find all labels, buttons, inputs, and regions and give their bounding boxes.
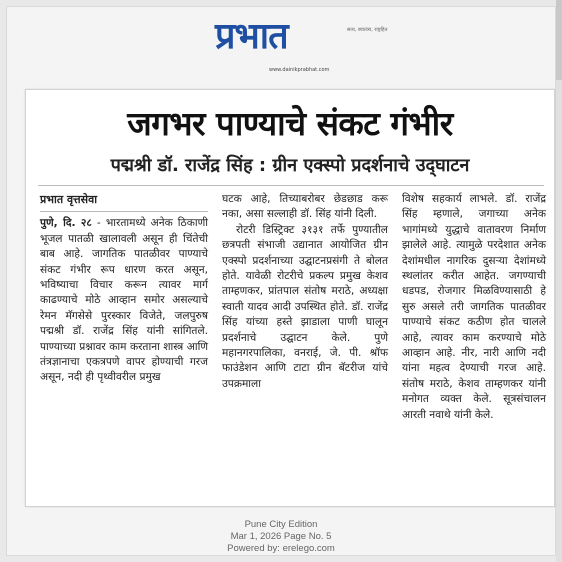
logo-url: www.dainikprabhat.com [269, 67, 330, 73]
edition-name: Pune City Edition [244, 519, 318, 530]
powered-by-link[interactable]: Powered by: erelego.com [227, 543, 335, 554]
byline-divider [40, 211, 208, 212]
scrollbar-track[interactable] [556, 0, 562, 562]
epaper-page [6, 6, 556, 556]
masthead [7, 7, 555, 87]
column-3-text: विशेष सहकार्य लाभले. डॉ. राजेंद्र सिंह म्हणाले, जगाच्या अनेक भागांमध्ये युद्धाचे वातावरण निर्माण झालेले आहे. त्यामुळे परदेशात अनेक देशांमधील नागरिक दुसऱ्या देशांमध्ये स्थलांतर करीत आहेत. जगण्याची धडपड, रोजगार मिळविण्यासाठी हे सुरु असले तरी जागतिक पातळीवर पाण्याचे संकट कठीण होत चालले आहे, त्यावर काम करण्याचे मोठे आव्हान आहे. नीर, नारी आणि नदी यांना महत्व देण्याची गरज आहे. संतोष मराठे, केशव ताम्हणकर यांनी मनोगत व्यक्त केले. सूत्रसंचालन आरती नवाथे यांनी केले. [402, 193, 546, 421]
article-clipping [25, 89, 555, 507]
edition-footer [7, 519, 555, 555]
article-column-3 [402, 192, 546, 423]
scrollbar-thumb[interactable] [556, 0, 562, 80]
column-2-paragraph-2: रोटरी डिस्ट्रिक्ट ३१३१ तर्फे पुण्यातील छत्रपती संभाजी उद्यानात आयोजित ग्रीन एक्स्पो प्रदर्शनाच्या उद्घाटनप्रसंगी ते बोलत होते. यावेळी रोटरीचे प्रकल्प प्रमुख केशव ताम्हणकर, प्रांतपाल संतोष मराठे, अध्यक्षा स्वाती यादव आदी उपस्थित होते. डॉ. राजेंद्र सिंह यांच्या हस्ते झाडाला पाणी घालून प्रदर्शनाचे उद्घाटन केले. पुणे महानगरपालिका, वनराई, जे. पी. श्रॉफ फाउंडेशन आणि टाटा ग्रीन बॅटरीज यांचे उपक्रमाला [222, 223, 388, 390]
headline-divider [38, 185, 544, 186]
article-headline: जगभर पाण्याचे संकट गंभीर [127, 104, 453, 143]
article-subheadline: पद्मश्री डॉ. राजेंद्र सिंह : ग्रीन एक्स्पो प्रदर्शनाचे उद्‌घाटन [110, 155, 470, 176]
article-column-1 [40, 192, 208, 386]
column-2-paragraph-1: घटक आहे, तिच्याबरोबर छेडछाड करू नका, असा सल्लाही डॉ. सिंह यांनी दिली. [222, 193, 388, 221]
column-1-text: - भारतामध्ये अनेक ठिकाणी भूजल पातळी खालावली असून ही चिंतेची बाब आहे. जागतिक पातळीवर पाण्याचे संकट गंभीर रूप धारण करत असून, भविष्याचा विचार करून त्यावर मार्ग काढण्याचे मोठे आव्हान समोर असल्याचे रेमन मॅगसेसे पुरस्कार विजेते, जलपुरुष पद्मश्री डॉ. राजेंद्र सिंह यांनी सांगितले. पाण्याच्या प्रश्नावर काम करताना शास्त्र आणि तंत्रज्ञानाचा एकत्रपणे वापर होण्याची गरज असून, नदी ही पृथ्वीवरील प्रमुख [40, 217, 208, 384]
byline: प्रभात वृत्तसेवा [40, 193, 98, 206]
logo-tagline: सत्य, स्वातंत्र्य, राष्ट्रहित [347, 27, 388, 33]
article-column-2 [222, 192, 388, 392]
edition-date-page: Mar 1, 2026 Page No. 5 [230, 531, 332, 542]
prabhat-logo[interactable]: प्रभात [215, 16, 288, 57]
dateline: पुणे, दि. २८ [40, 217, 92, 230]
